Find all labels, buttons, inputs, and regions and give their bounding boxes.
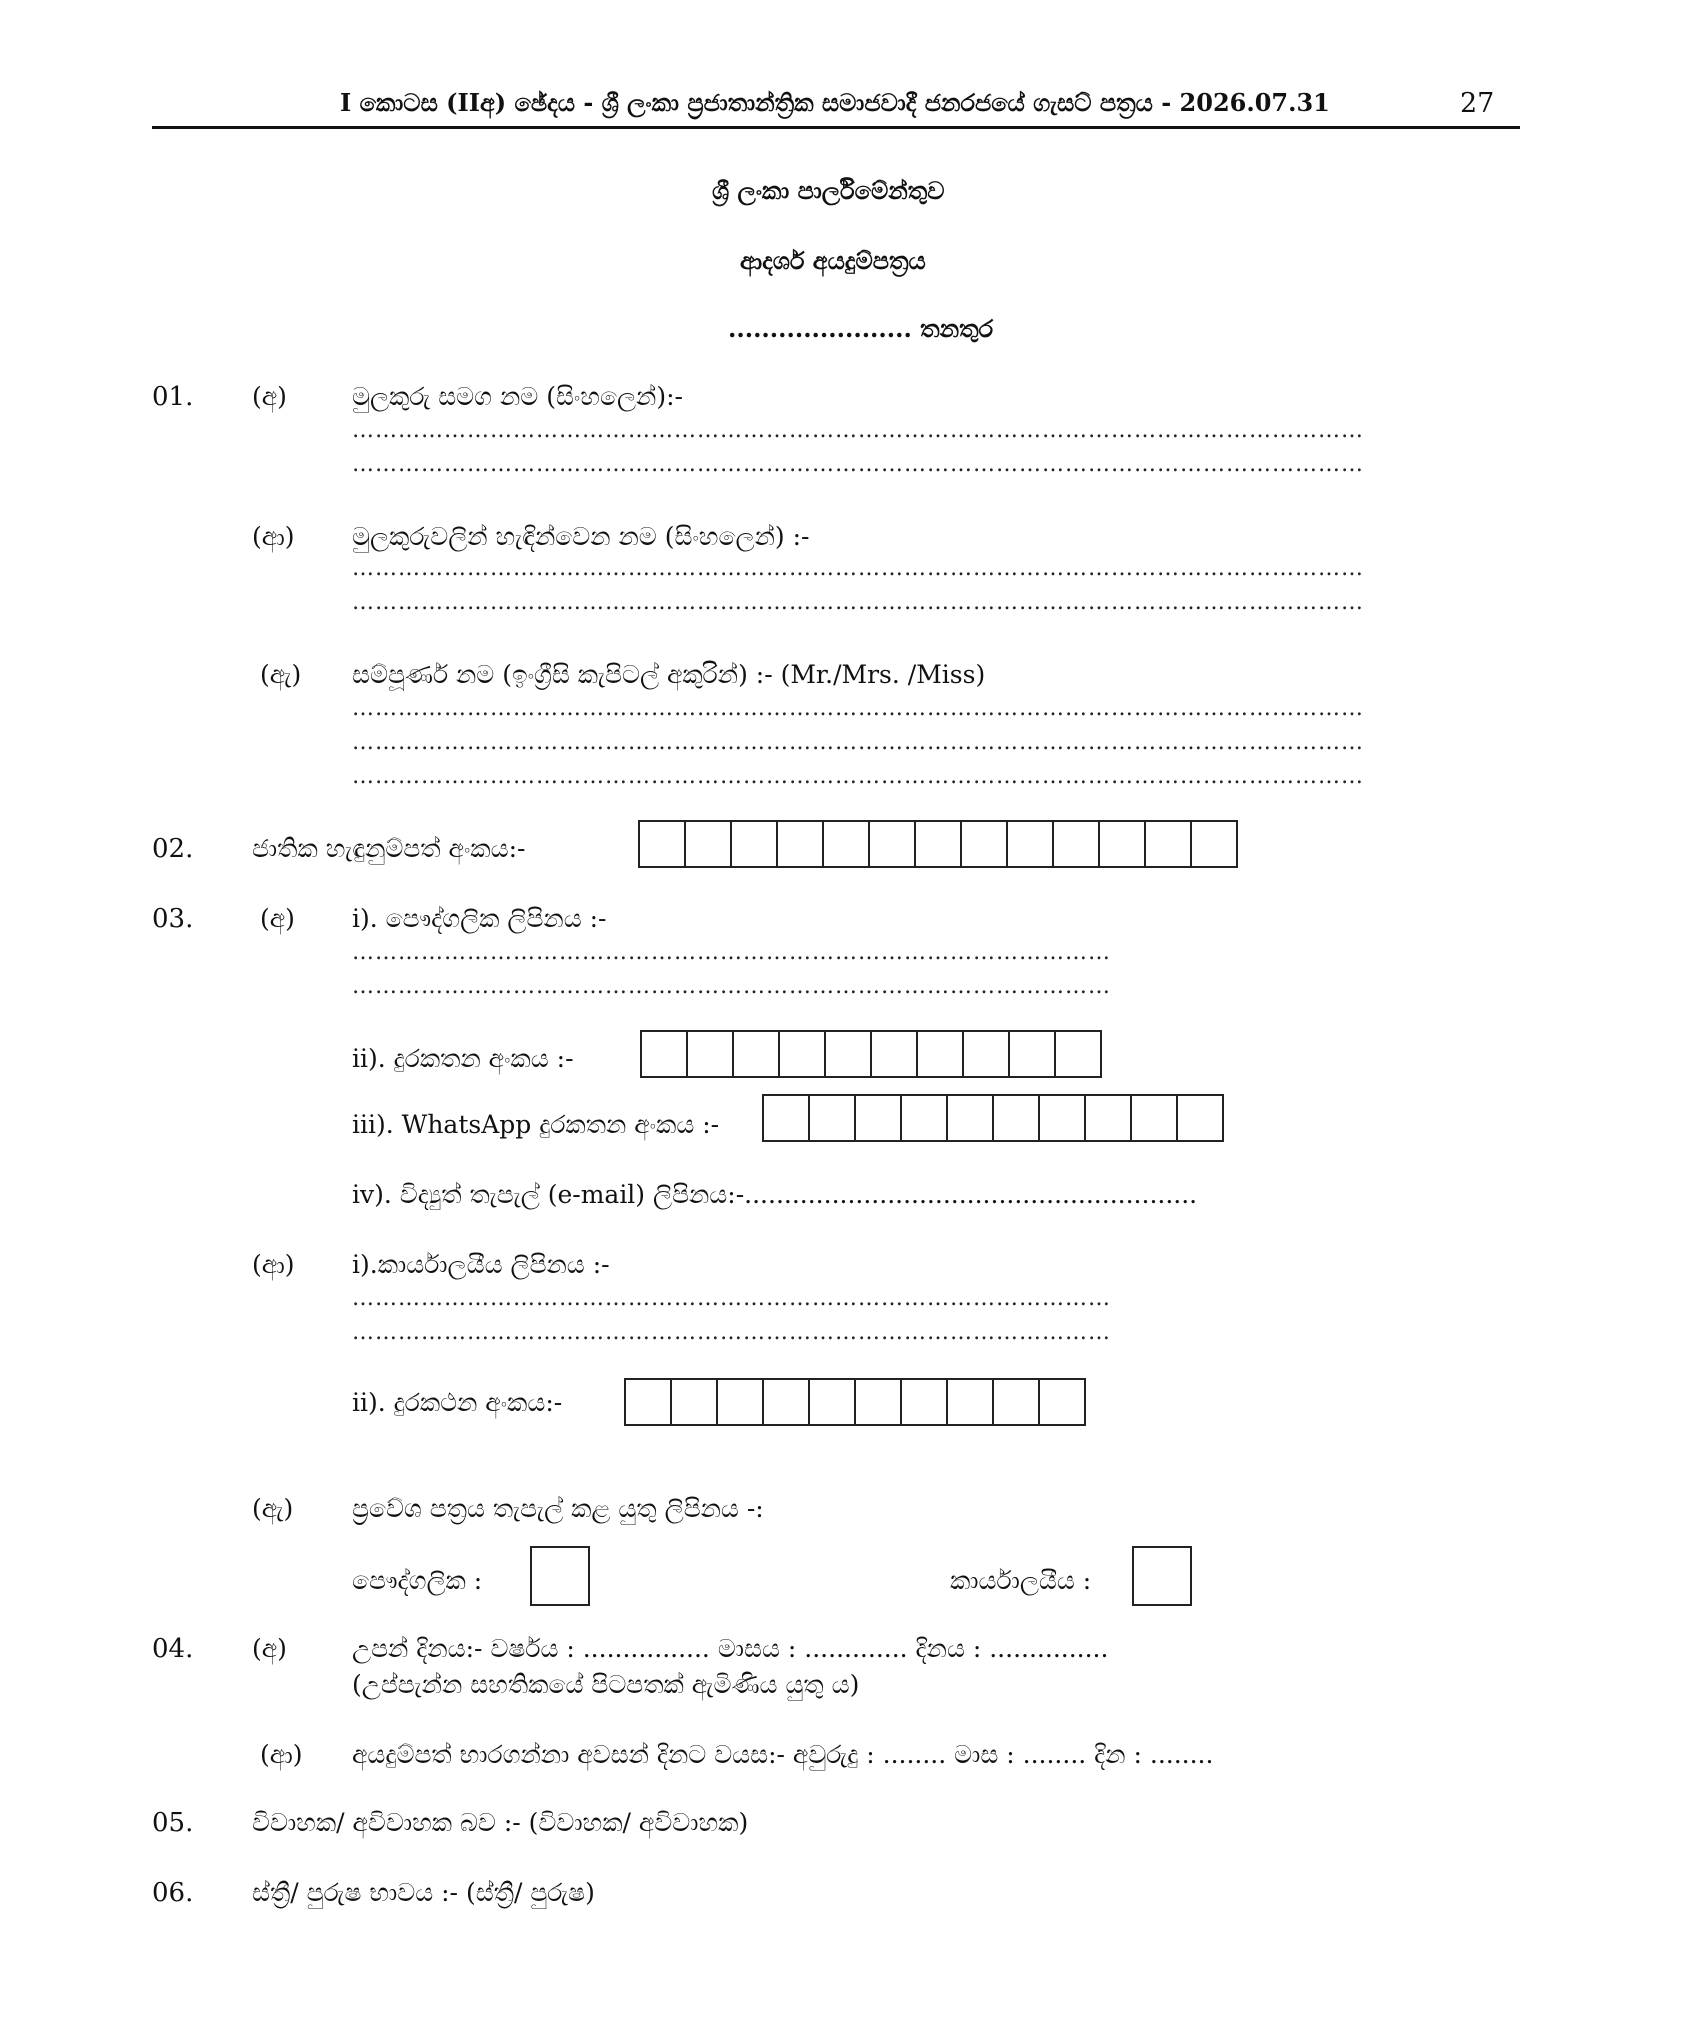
digit-box[interactable] — [808, 1378, 856, 1426]
q04-aa-text[interactable]: අයදුම්පත් භාරගන්නා අවසන් දිනට වයස:- අවුරුදු : ........ මාස : ........ දින : ........ — [352, 1740, 1214, 1769]
q03-number: 03. — [152, 904, 194, 934]
digit-box[interactable] — [1176, 1094, 1224, 1142]
q03-a-label: (අ) — [260, 904, 295, 933]
q01-ae-label: (ඇ) — [260, 660, 302, 689]
page-number: 27 — [1460, 88, 1495, 119]
q01-a-text: මුලකුරු සමග නම (සිංහලෙන්):- — [352, 382, 683, 411]
q03-a-i-line-2[interactable]: ……………………………………………………………………………………… — [352, 974, 1111, 999]
digit-box[interactable] — [854, 1094, 902, 1142]
digit-box[interactable] — [854, 1378, 902, 1426]
personal-checkbox[interactable] — [530, 1546, 590, 1606]
q03-aa-label: (ආ) — [252, 1250, 295, 1279]
digit-box[interactable] — [1006, 820, 1054, 868]
digit-box[interactable] — [960, 820, 1008, 868]
q01-aa-label: (ආ) — [252, 522, 295, 551]
q01-aa-line-1[interactable]: …………………………………………………………………………………………………………………… — [352, 556, 1364, 581]
digit-box[interactable] — [730, 820, 778, 868]
digit-box[interactable] — [778, 1030, 826, 1078]
q06-text[interactable]: ස්ත්‍රී/ පුරුෂ භාවය :- (ස්ත්‍රී/ පුරුෂ) — [252, 1878, 595, 1907]
digit-box[interactable] — [1008, 1030, 1056, 1078]
q01-aa-line-2[interactable]: …………………………………………………………………………………………………………………… — [352, 590, 1364, 615]
q02-text: ජාතික හැඳුනුම්පත් අංකය:- — [252, 834, 526, 863]
digit-box[interactable] — [914, 820, 962, 868]
q03-a-iii-text: iii). WhatsApp දුරකතන අංකය :- — [352, 1110, 720, 1139]
q01-a-line-1[interactable]: …………………………………………………………………………………………………………………… — [352, 418, 1364, 443]
phone-number-boxes[interactable] — [640, 1030, 1100, 1078]
q01-aa-text: මුලකුරුවලින් හැඳින්වෙන නම (සිංහලෙන්) :- — [352, 522, 810, 551]
q03-aa-i-text: i).කාර්යාලයීය ලිපිනය :- — [352, 1250, 610, 1279]
q04-a-note: (උප්පැන්න සහතිකයේ පිටපතක් ඇමිණිය යුතු ය) — [352, 1670, 860, 1699]
office-phone-boxes[interactable] — [624, 1378, 1084, 1426]
digit-box[interactable] — [824, 1030, 872, 1078]
q03-ae-text: ප්‍රවේශ පත්‍රය තැපැල් කළ යුතු ලිපිනය -: — [352, 1494, 764, 1523]
digit-box[interactable] — [946, 1094, 994, 1142]
digit-box[interactable] — [946, 1378, 994, 1426]
digit-box[interactable] — [1098, 820, 1146, 868]
digit-box[interactable] — [670, 1378, 718, 1426]
digit-box[interactable] — [716, 1378, 764, 1426]
digit-box[interactable] — [822, 820, 870, 868]
q01-a-line-2[interactable]: …………………………………………………………………………………………………………………… — [352, 452, 1364, 477]
personal-label: පෞද්ගලික : — [352, 1566, 483, 1595]
digit-box[interactable] — [868, 820, 916, 868]
digit-box[interactable] — [916, 1030, 964, 1078]
digit-box[interactable] — [992, 1094, 1040, 1142]
q04-a-label: (අ) — [252, 1634, 287, 1663]
digit-box[interactable] — [1144, 820, 1192, 868]
whatsapp-number-boxes[interactable] — [762, 1094, 1222, 1142]
q01-ae-text: සම්පූර්ණ නම (ඉංග්‍රීසි කැපිටල් අකුරින්) :- (Mr./Mrs. /Miss) — [352, 660, 986, 689]
q04-aa-label: (ආ) — [260, 1740, 303, 1769]
digit-box[interactable] — [900, 1378, 948, 1426]
digit-box[interactable] — [732, 1030, 780, 1078]
q06-number: 06. — [152, 1878, 194, 1908]
q02-number: 02. — [152, 834, 194, 864]
digit-box[interactable] — [1084, 1094, 1132, 1142]
digit-box[interactable] — [684, 820, 732, 868]
digit-box[interactable] — [1190, 820, 1238, 868]
q01-ae-line-1[interactable]: …………………………………………………………………………………………………………………… — [352, 696, 1364, 721]
q04-number: 04. — [152, 1634, 194, 1664]
q05-number: 05. — [152, 1808, 194, 1838]
digit-box[interactable] — [1038, 1094, 1086, 1142]
q04-a-text[interactable]: උපන් දිනය:- වර්ෂය : ................ මාසය : ............. දිනය : ............... — [352, 1634, 1109, 1663]
q03-a-i-text: i). පෞද්ගලික ලිපිනය :- — [352, 904, 607, 933]
digit-box[interactable] — [1038, 1378, 1086, 1426]
q01-ae-line-3[interactable]: …………………………………………………………………………………………………………………… — [352, 764, 1364, 789]
digit-box[interactable] — [762, 1378, 810, 1426]
q03-a-ii-text: ii). දුරකතන අංකය :- — [352, 1044, 574, 1073]
digit-box[interactable] — [962, 1030, 1010, 1078]
q01-a-label: (අ) — [252, 382, 287, 411]
q05-text[interactable]: විවාහක/ අවිවාහක බව :- (විවාහක/ අවිවාහක) — [252, 1808, 749, 1837]
digit-box[interactable] — [1130, 1094, 1178, 1142]
digit-box[interactable] — [624, 1378, 672, 1426]
q03-a-i-line-1[interactable]: ……………………………………………………………………………………… — [352, 940, 1111, 965]
digit-box[interactable] — [1054, 1030, 1102, 1078]
office-checkbox[interactable] — [1132, 1546, 1192, 1606]
header-rule — [152, 126, 1520, 129]
gazette-header-title: I කොටස (IIඅ) ඡේදය - ශ්‍රී ලංකා ප්‍රජාතාන්ත්‍රික සමාජවාදී ජනරජයේ ගැසට් පත්‍රය - 2026.07.31 — [340, 88, 1330, 117]
q03-aa-i-line-1[interactable]: ……………………………………………………………………………………… — [352, 1286, 1111, 1311]
q03-aa-ii-text: ii). දුරකථන අංකය:- — [352, 1388, 563, 1417]
digit-box[interactable] — [686, 1030, 734, 1078]
form-title: ආදර්ශ අයදුම්පත්‍රය — [740, 246, 926, 275]
form-post: ...................... තනතුර — [728, 314, 994, 343]
q03-a-iv-text[interactable]: iv). විද්‍යුත් තැපැල් (e-mail) ලිපිනය:-......................................................... — [352, 1180, 1198, 1209]
digit-box[interactable] — [762, 1094, 810, 1142]
q01-ae-line-2[interactable]: …………………………………………………………………………………………………………………… — [352, 730, 1364, 755]
digit-box[interactable] — [638, 820, 686, 868]
digit-box[interactable] — [870, 1030, 918, 1078]
q03-aa-i-line-2[interactable]: ……………………………………………………………………………………… — [352, 1320, 1111, 1345]
office-label: කාර්යාලයීය : — [950, 1566, 1092, 1595]
form-org: ශ්‍රී ලංකා පාර්ලිමේන්තුව — [712, 176, 945, 205]
nic-number-boxes[interactable] — [638, 820, 1236, 868]
digit-box[interactable] — [776, 820, 824, 868]
digit-box[interactable] — [808, 1094, 856, 1142]
digit-box[interactable] — [992, 1378, 1040, 1426]
digit-box[interactable] — [1052, 820, 1100, 868]
digit-box[interactable] — [900, 1094, 948, 1142]
digit-box[interactable] — [640, 1030, 688, 1078]
q03-ae-label: (ඇ) — [252, 1494, 294, 1523]
q01-number: 01. — [152, 382, 194, 412]
